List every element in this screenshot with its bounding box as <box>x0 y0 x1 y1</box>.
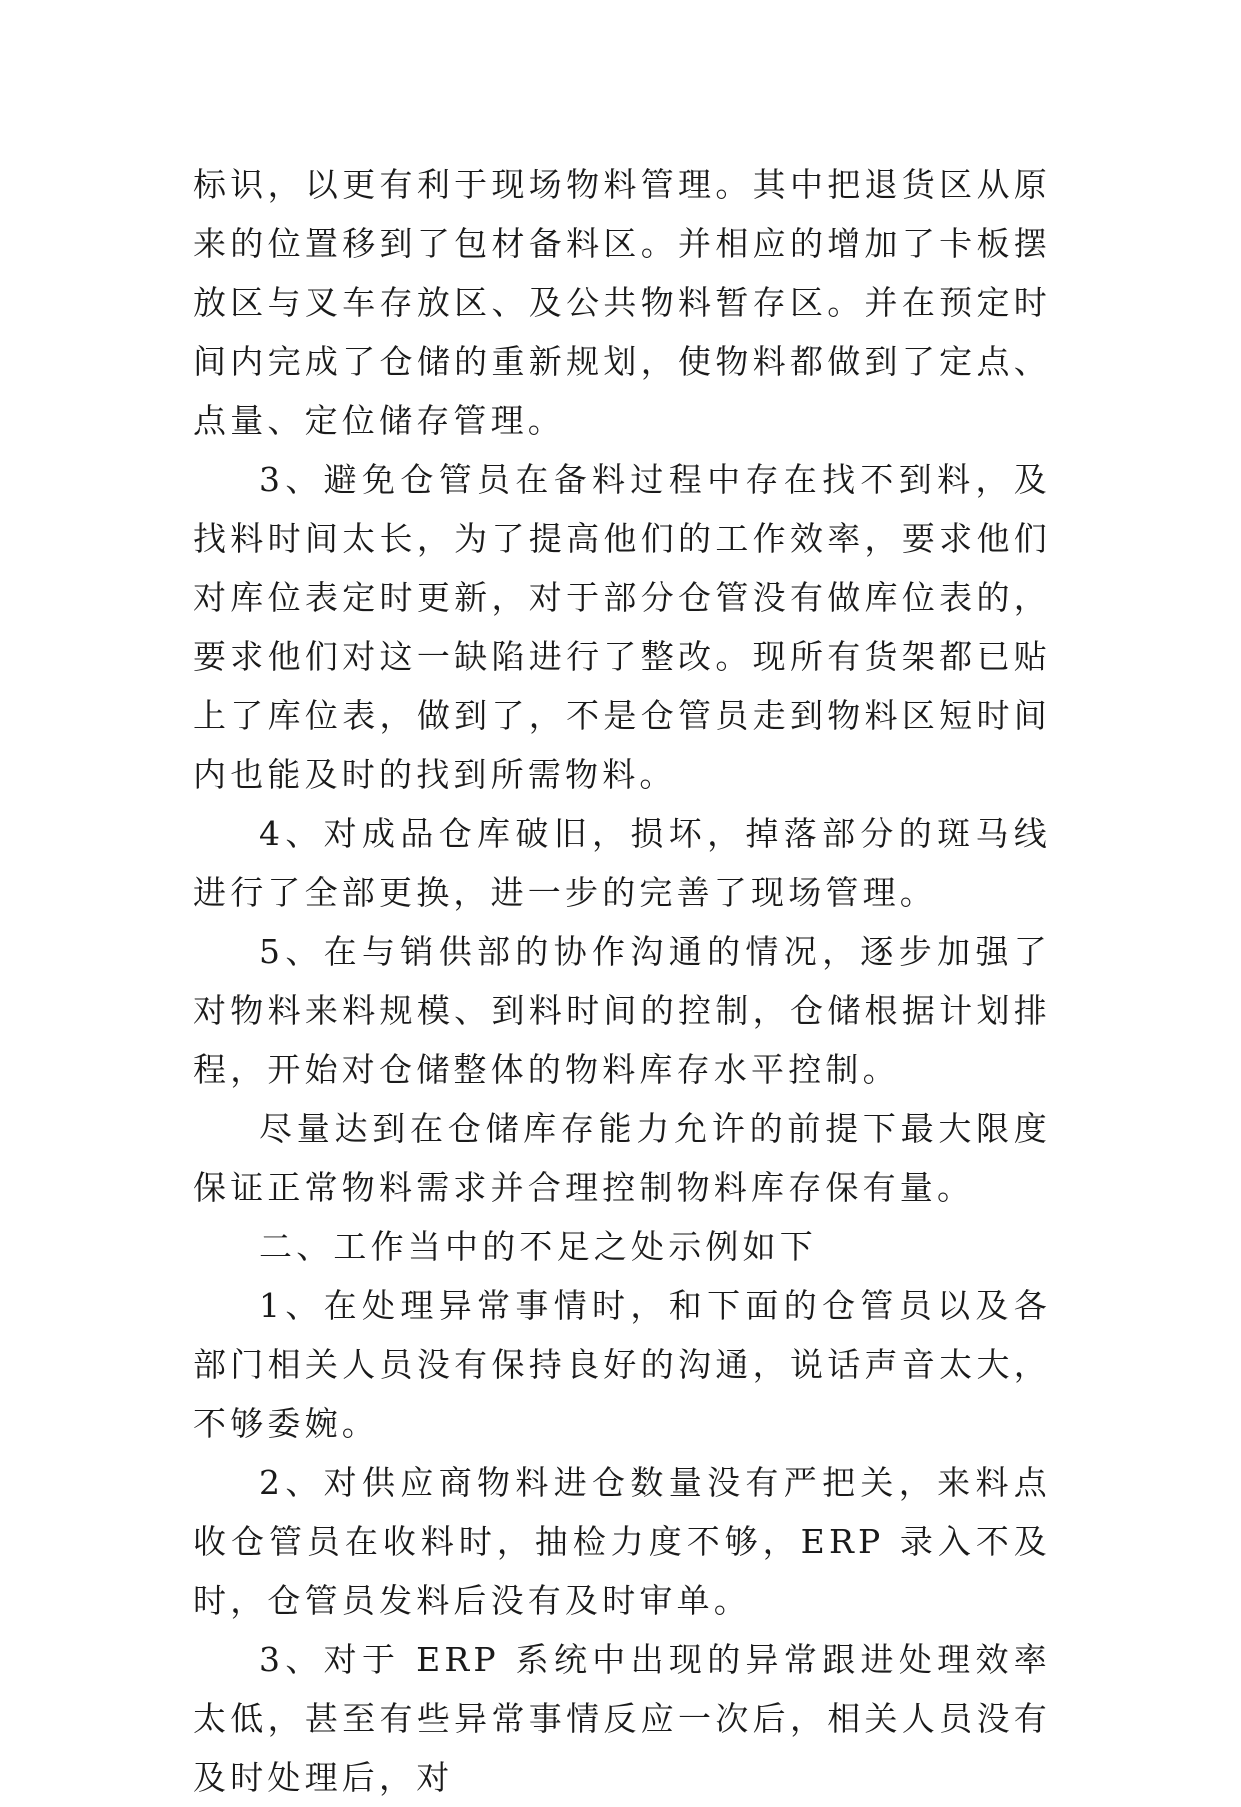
paragraph-7: 2、对供应商物料进仓数量没有严把关，来料点收仓管员在收料时，抽检力度不够，ERP 录入不及时，仓管员发料后没有及时审单。 <box>193 1463 1051 1620</box>
paragraph-5: 尽量达到在仓储库存能力允许的前提下最大限度保证正常物料需求并合理控制物料库存保有量。 <box>193 1109 1051 1207</box>
paragraph-8: 3、对于 ERP 系统中出现的异常跟进处理效率太低，甚至有些异常事情反应一次后，相关人员没有及时处理后，对 <box>193 1640 1051 1797</box>
paragraph-3: 4、对成品仓库破旧，损坏，掉落部分的斑马线进行了全部更换，进一步的完善了现场管理。 <box>193 814 1051 912</box>
paragraph-1: 标识，以更有利于现场物料管理。其中把退货区从原来的位置移到了包材备料区。并相应的增加了卡板摆放区与叉车存放区、及公共物料暂存区。并在预定时间内完成了仓储的重新规划，使物料都做到了定点、点量、定位储存管理。 <box>193 165 1051 440</box>
document-body <box>193 155 1051 1807</box>
paragraph-6: 1、在处理异常事情时，和下面的仓管员以及各部门相关人员没有保持良好的沟通，说话声音太大，不够委婉。 <box>193 1286 1051 1443</box>
section-heading: 二、工作当中的不足之处示例如下 <box>259 1227 817 1266</box>
paragraph-2: 3、避免仓管员在备料过程中存在找不到料，及找料时间太长，为了提高他们的工作效率，要求他们对库位表定时更新，对于部分仓管没有做库位表的，要求他们对这一缺陷进行了整改。现所有货架都已贴上了库位表，做到了，不是仓管员走到物料区短时间内也能及时的找到所需物料。 <box>193 460 1051 794</box>
paragraph-4: 5、在与销供部的协作沟通的情况，逐步加强了对物料来料规模、到料时间的控制，仓储根据计划排程，开始对仓储整体的物料库存水平控制。 <box>193 932 1051 1089</box>
